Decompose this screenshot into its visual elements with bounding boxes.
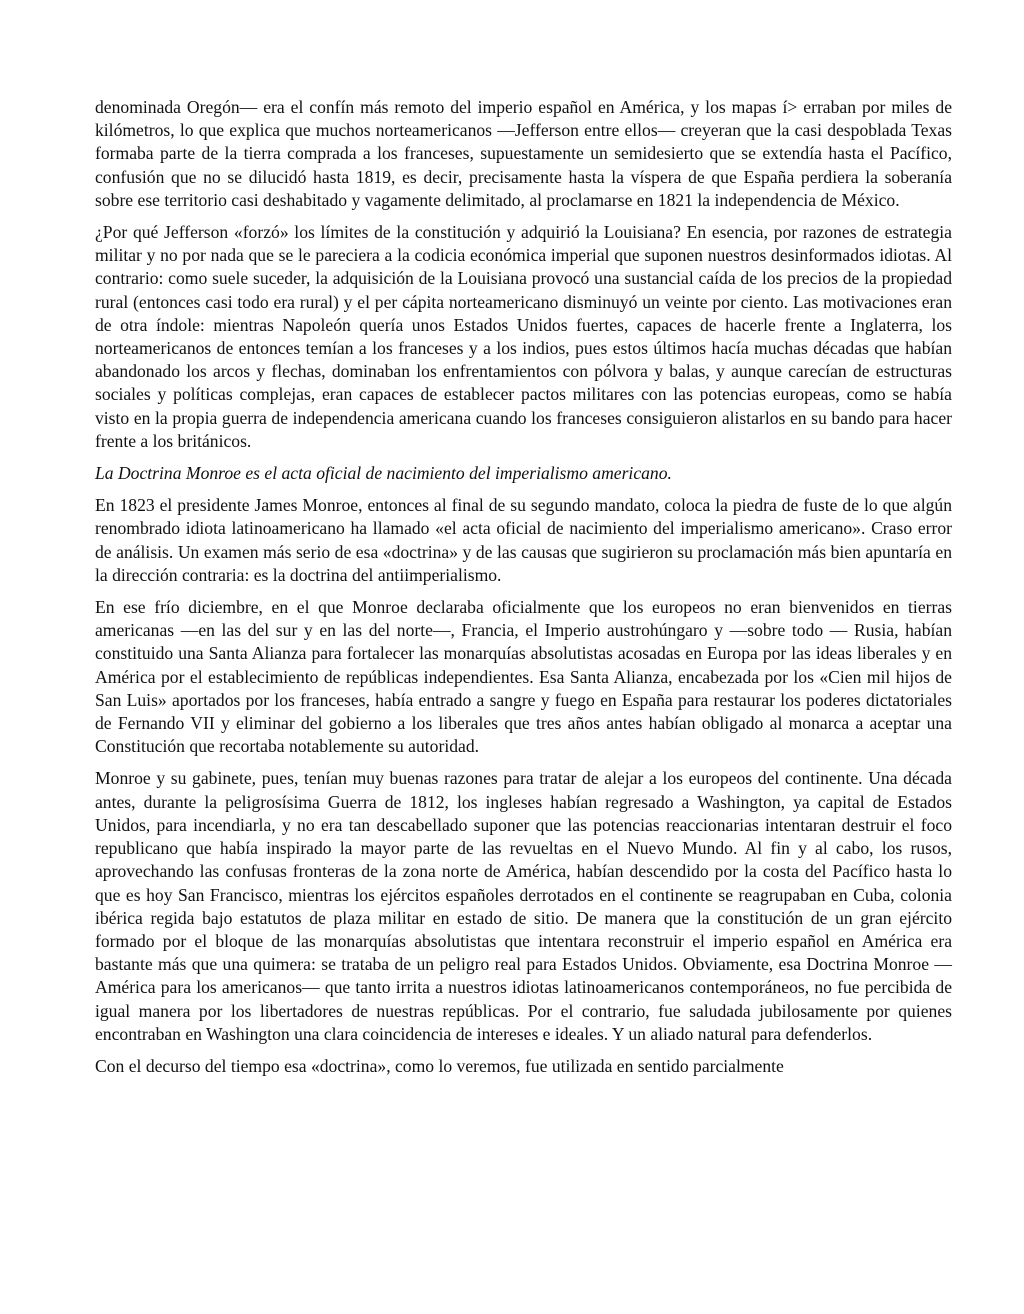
paragraph-monroe-gabinete: Monroe y su gabinete, pues, tenían muy buenas razones para tratar de alejar a los europeos del continente. Una década antes, durante la peligrosísima Guerra de 1812, los ingleses habían regresado a Washington, ya capital de Estados Unidos, para incendiarla, y no era tan descabellado suponer que las potencias reaccionarias intentaran destruir el foco republicano que había inspirado la mayor parte de las revueltas en el Nuevo Mundo. Al fin y al cabo, los rusos, aprovechando las confusas fronteras de la zona norte de América, habían descendido por la costa del Pacífico hasta lo que es hoy San Francisco, mientras los ejércitos españoles derrotados en el continente se reagrupaban en Cuba, colonia ibérica regida bajo estatutos de plaza militar en estado de sitio. De manera que la constitución de un gran ejército formado por el bloque de las monarquías absolutistas que intentara reconstruir el imperio español en América era bastante más que una quimera: se trataba de un peligro real para Estados Unidos. Obviamente, esa Doctrina Monroe —América para los americanos— que tanto irrita a nuestros idiotas latinoamericanos contemporáneos, no fue percibida de igual manera por los libertadores de nuestras repúblicas. Por el contrario, fue saludada jubilosamente por quienes encontraban en Washington una clara coincidencia de intereses e ideales. Y un aliado natural para defenderlos. bbox=[95, 768, 952, 1044]
paragraph-jefferson-louisiana: ¿Por qué Jefferson «forzó» los límites de la constitución y adquirió la Louisiana? En esencia, por razones de estrategia militar y no por nada que se le pareciera a la codicia económica imperial que suponen nuestros desinformados idiotas. Al contrario: como suele suceder, la adquisición de la Louisiana provocó una sustancial caída de los precios de la propiedad rural (entonces casi todo era rural) y el per cápita norteamericano disminuyó un veinte por ciento. Las motivaciones eran de otra índole: mientras Napoleón quería unos Estados Unidos fuertes, capaces de hacerle frente a Inglaterra, los norteamericanos de entonces temían a los franceses y a los indios, pues estos últimos hacía muchas décadas que habían abandonado los arcos y flechas, dominaban los enfrentamientos con pólvora y balas, y aunque carecían de estructuras sociales y políticas complejas, eran capaces de establecer pactos militares con las potencias europeas, como se había visto en la propia guerra de independencia americana cuando los franceses consiguieron alistarlos en su bando para hacer frente a los británicos. bbox=[95, 222, 952, 451]
paragraph-decurso-tiempo: Con el decurso del tiempo esa «doctrina», como lo veremos, fue utilizada en sentido parcialmente bbox=[95, 1055, 784, 1076]
section-heading-monroe-doctrine: La Doctrina Monroe es el acta oficial de nacimiento del imperialismo americano. bbox=[95, 463, 672, 484]
paragraph-santa-alianza: En ese frío diciembre, en el que Monroe declaraba oficialmente que los europeos no eran bienvenidos en tierras americanas —en las del sur y en las del norte—, Francia, el Imperio austrohúngaro y —sobre todo — Rusia, habían constituido una Santa Alianza para fortalecer las monarquías absolutistas acosadas en Europa por las ideas liberales y en América por el establecimiento de repúblicas independientes. Esa Santa Alianza, encabezada por los «Cien mil hijos de San Luis» aportados por los franceses, había entrado a sangre y fuego en España para restaurar los poderes dictatoriales de Fernando VII y eliminar del gobierno a los liberales que tres años antes habían obligado al monarca a aceptar una Constitución que recortaba notablemente su autoridad. bbox=[95, 597, 952, 757]
document-page bbox=[95, 96, 952, 1087]
paragraph-oregon-texas: denominada Oregón— era el confín más remoto del imperio español en América, y los mapas í> erraban por miles de kilómetros, lo que explica que muchos norteamericanos —Jefferson entre ellos— creyeran que la casi despoblada Texas formaba parte de la tierra comprada a los franceses, supuestamente un semidesierto que se extendía hasta el Pacífico, confusión que no se dilucidó hasta 1819, es decir, precisamente hasta la víspera de que España perdiera la soberanía sobre ese territorio casi deshabitado y vagamente delimitado, al proclamarse en 1821 la independencia de México. bbox=[95, 97, 952, 210]
paragraph-monroe-1823: En 1823 el presidente James Monroe, entonces al final de su segundo mandato, coloca la piedra de fuste de lo que algún renombrado idiota latinoamericano ha llamado «el acta oficial de nacimiento del imperialismo americano». Craso error de análisis. Un examen más serio de esa «doctrina» y de las causas que sugirieron su proclamación más bien apuntaría en la dirección contraria: es la doctrina del antiimperialismo. bbox=[95, 495, 952, 585]
